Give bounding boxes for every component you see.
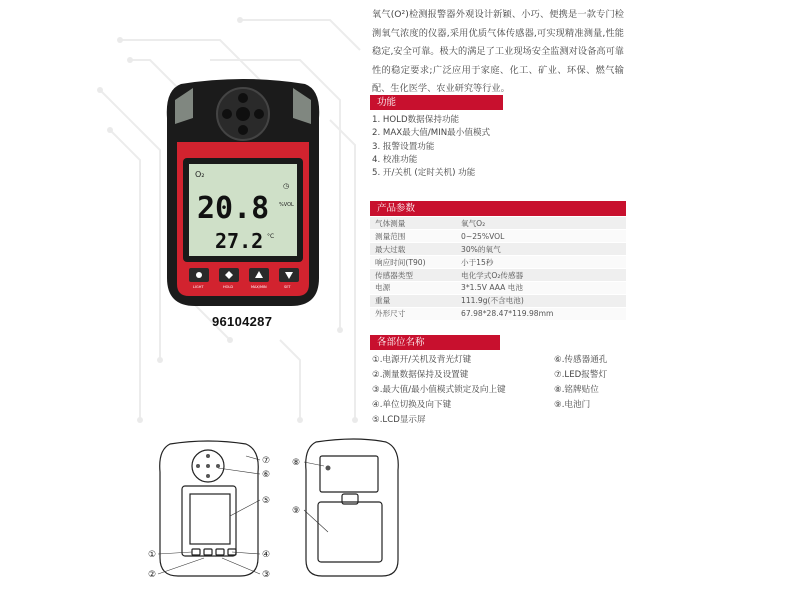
spec-key: 气体测量 [370,217,456,230]
spec-value: 电化学式O₂传感器 [456,269,626,282]
light-label: LIGHT [193,285,204,289]
table-row [370,294,626,307]
table-row [370,230,626,243]
function-item: 1. HOLD数据保持功能 [372,115,460,125]
spec-value: 小于15秒 [456,256,626,269]
screen-clock-icon: ◷ [283,182,290,190]
spec-key: 响应时间(T90) [370,256,456,269]
spec-value: 30%的氧气 [456,243,626,256]
part-item: ⑤.LCD显示屏 [372,415,426,425]
spec-key: 测量范围 [370,230,456,243]
function-item: 4. 校准功能 [372,154,418,165]
table-row [370,307,626,320]
functions-list [372,114,490,180]
part-item: ①.电源开/关机及背光灯键 [372,355,472,365]
spec-value: 3*1.5V AAA 电池 [456,281,626,294]
spec-key: 传感器类型 [370,269,456,282]
diagram-label: ④ [262,550,271,560]
diagram-label: ⑨ [292,506,301,516]
part-item: ④.单位切换及向下键 [372,400,452,410]
set-label: SET [284,285,291,289]
part-item: ⑨.电池门 [554,400,591,410]
table-row [370,256,626,269]
screen-unit: %VOL [279,202,294,208]
table-row [370,217,626,230]
diagram-label: ⑤ [262,496,271,506]
function-item: 2. MAX最大值/MIN最小值模式 [372,128,491,139]
part-item: ⑧.铭牌贴位 [554,385,599,395]
spec-key: 最大过载 [370,243,456,256]
diagram-label: ⑥ [262,470,271,480]
diagram-label: ② [148,570,157,580]
parts-diagram [146,436,406,586]
part-item: ⑦.LED报警灯 [554,370,608,380]
screen-main-value: 20.8 [197,191,270,226]
part-item: ⑥.传感器通孔 [554,355,608,365]
spec-value: 111.9g(不含电池) [456,294,626,307]
table-row [370,243,626,256]
hold-label: HOLD [223,285,234,289]
specs-table [370,217,626,321]
parts-title: 各部位名称 [377,337,425,348]
specs-header [370,201,626,216]
nameplate-outline [320,456,378,492]
parts-header [370,335,500,350]
diagram-label: ⑦ [262,456,271,466]
spec-value: 67.98*28.47*119.98mm [456,307,626,320]
gas-detector-image [163,78,323,308]
screen-temp-value: 27.2 [215,229,264,253]
spec-key: 外形尺寸 [370,307,456,320]
product-code: 96104287 [212,314,273,329]
screen-gas-label: O₂ [195,170,205,179]
front-lcd-outline [190,494,230,544]
functions-header [370,95,503,110]
diagram-label: ⑧ [292,458,301,468]
table-row [370,281,626,294]
part-item: ③.最大值/最小值模式锁定及向上键 [372,385,506,395]
diagram-label: ③ [262,570,271,580]
functions-title: 功能 [377,97,397,108]
spec-key: 电源 [370,281,456,294]
diagram-label: ① [148,550,157,560]
device-photo [163,78,323,308]
spec-value: 氧气O₂ [456,217,626,230]
maxmin-label: MAX/MIN [251,285,267,289]
power-icon [196,272,202,278]
product-description: 氧气(O²)检测报警器外观设计新颖、小巧、便携是一款专门检测氧气浓度的仪器,采用优质气体传感器,可实现精准测量,性能稳定,安全可靠。极大的满足了工业现场安全监测对设备高可靠性的稳定要求;广泛应用于家庭、化工、矿业、环保、燃气输配、生化医学、农业研究等行业。 [372,9,624,95]
specs-title: 产品参数 [377,203,416,214]
part-item: ②.测量数据保持及设置键 [372,370,469,380]
function-item: 5. 开/关机 (定时关机) 功能 [372,168,476,179]
screen-temp-unit: °C [267,233,275,240]
function-item: 3. 报警设置功能 [372,141,435,152]
table-row [370,269,626,282]
spec-value: 0~25%VOL [456,230,626,243]
spec-key: 重量 [370,294,456,307]
